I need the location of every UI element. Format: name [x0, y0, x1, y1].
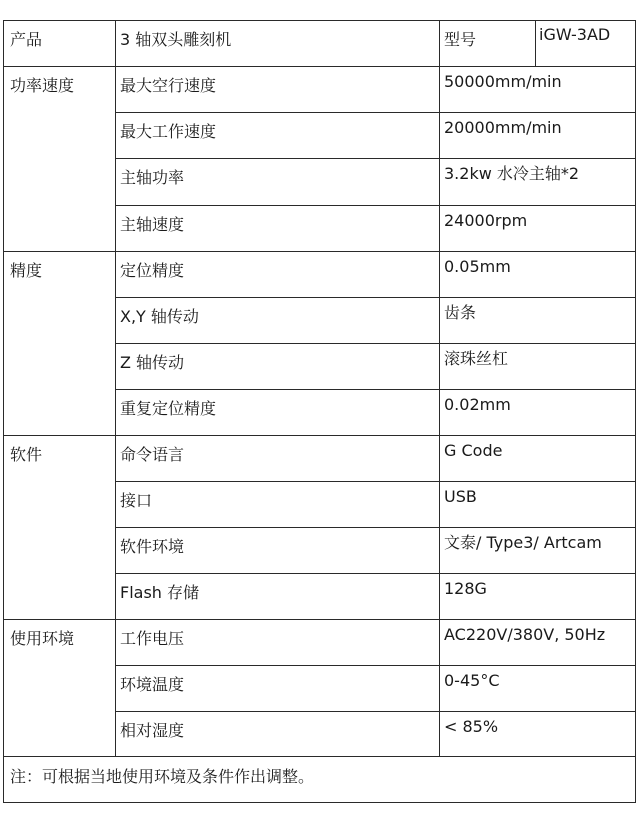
param-cell — [116, 574, 440, 620]
param-value: AC220V/380V, 50Hz — [444, 625, 606, 644]
param-value: 0.05mm — [444, 257, 511, 276]
category-cell — [4, 436, 116, 620]
value-cell — [440, 390, 636, 436]
param-label: 相对湿度 — [120, 721, 185, 740]
product-label-cell — [4, 21, 116, 67]
value-cell — [440, 528, 636, 574]
category-label: 功率速度 — [10, 76, 75, 95]
param-cell — [116, 620, 440, 666]
param-value: 20000mm/min — [444, 118, 562, 137]
value-cell — [440, 206, 636, 252]
value-cell — [440, 113, 636, 159]
param-value: 滚珠丝杠 — [444, 349, 509, 368]
param-label: 工作电压 — [120, 629, 185, 648]
param-value: < 85% — [444, 717, 499, 736]
param-value: 0.02mm — [444, 395, 511, 414]
spec-table — [3, 20, 636, 803]
param-value: 128G — [444, 579, 487, 598]
param-cell — [116, 344, 440, 390]
param-value: G Code — [444, 441, 503, 460]
param-cell — [116, 436, 440, 482]
category-label: 精度 — [10, 261, 43, 280]
param-label: 主轴功率 — [120, 168, 185, 187]
note-cell — [4, 757, 636, 803]
param-cell — [116, 113, 440, 159]
value-cell — [440, 159, 636, 206]
param-label: Flash 存储 — [120, 583, 200, 602]
value-cell — [440, 298, 636, 344]
category-label: 软件 — [10, 445, 43, 464]
value-cell — [440, 620, 636, 666]
param-value: 3.2kw 水冷主轴*2 — [444, 164, 580, 183]
param-cell — [116, 666, 440, 712]
param-value: 文泰/ Type3/ Artcam — [444, 533, 602, 552]
value-cell — [440, 666, 636, 712]
param-value: 齿条 — [444, 303, 477, 322]
param-value: 50000mm/min — [444, 72, 562, 91]
value-cell — [440, 67, 636, 113]
value-cell — [440, 344, 636, 390]
param-cell — [116, 252, 440, 298]
param-label: 最大空行速度 — [120, 76, 217, 95]
header-row — [4, 21, 636, 67]
param-cell — [116, 67, 440, 113]
param-label: 环境温度 — [120, 675, 185, 694]
model-label: 型号 — [444, 30, 477, 49]
param-label: 接口 — [120, 491, 153, 510]
note-row — [4, 757, 636, 803]
param-label: 定位精度 — [120, 261, 185, 280]
category-cell — [4, 620, 116, 757]
param-label: 软件环境 — [120, 537, 185, 556]
param-cell — [116, 482, 440, 528]
param-cell — [116, 206, 440, 252]
param-cell — [116, 159, 440, 206]
product-label: 产品 — [10, 30, 43, 49]
param-value: 0-45°C — [444, 671, 500, 690]
value-cell — [440, 712, 636, 757]
model-value-cell — [536, 21, 636, 67]
product-value: 3 轴双头雕刻机 — [120, 30, 232, 49]
param-label: Z 轴传动 — [120, 353, 185, 372]
value-cell — [440, 574, 636, 620]
model-value: iGW-3AD — [539, 25, 611, 44]
param-value: USB — [444, 487, 477, 506]
param-value: 24000rpm — [444, 211, 528, 230]
param-label: 主轴速度 — [120, 215, 185, 234]
category-label: 使用环境 — [10, 629, 75, 648]
product-value-cell — [116, 21, 440, 67]
param-cell — [116, 390, 440, 436]
param-label: 命令语言 — [120, 445, 185, 464]
param-cell — [116, 528, 440, 574]
value-cell — [440, 252, 636, 298]
table-row — [4, 620, 636, 666]
category-cell — [4, 67, 116, 252]
table-row — [4, 67, 636, 113]
param-label: X,Y 轴传动 — [120, 307, 199, 326]
category-cell — [4, 252, 116, 436]
param-label: 重复定位精度 — [120, 399, 217, 418]
table-row — [4, 252, 636, 298]
param-cell — [116, 712, 440, 757]
value-cell — [440, 482, 636, 528]
table-row — [4, 436, 636, 482]
param-cell — [116, 298, 440, 344]
model-label-cell — [440, 21, 536, 67]
param-label: 最大工作速度 — [120, 122, 217, 141]
value-cell — [440, 436, 636, 482]
note-text: 注：可根据当地使用环境及条件作出调整。 — [10, 767, 315, 786]
